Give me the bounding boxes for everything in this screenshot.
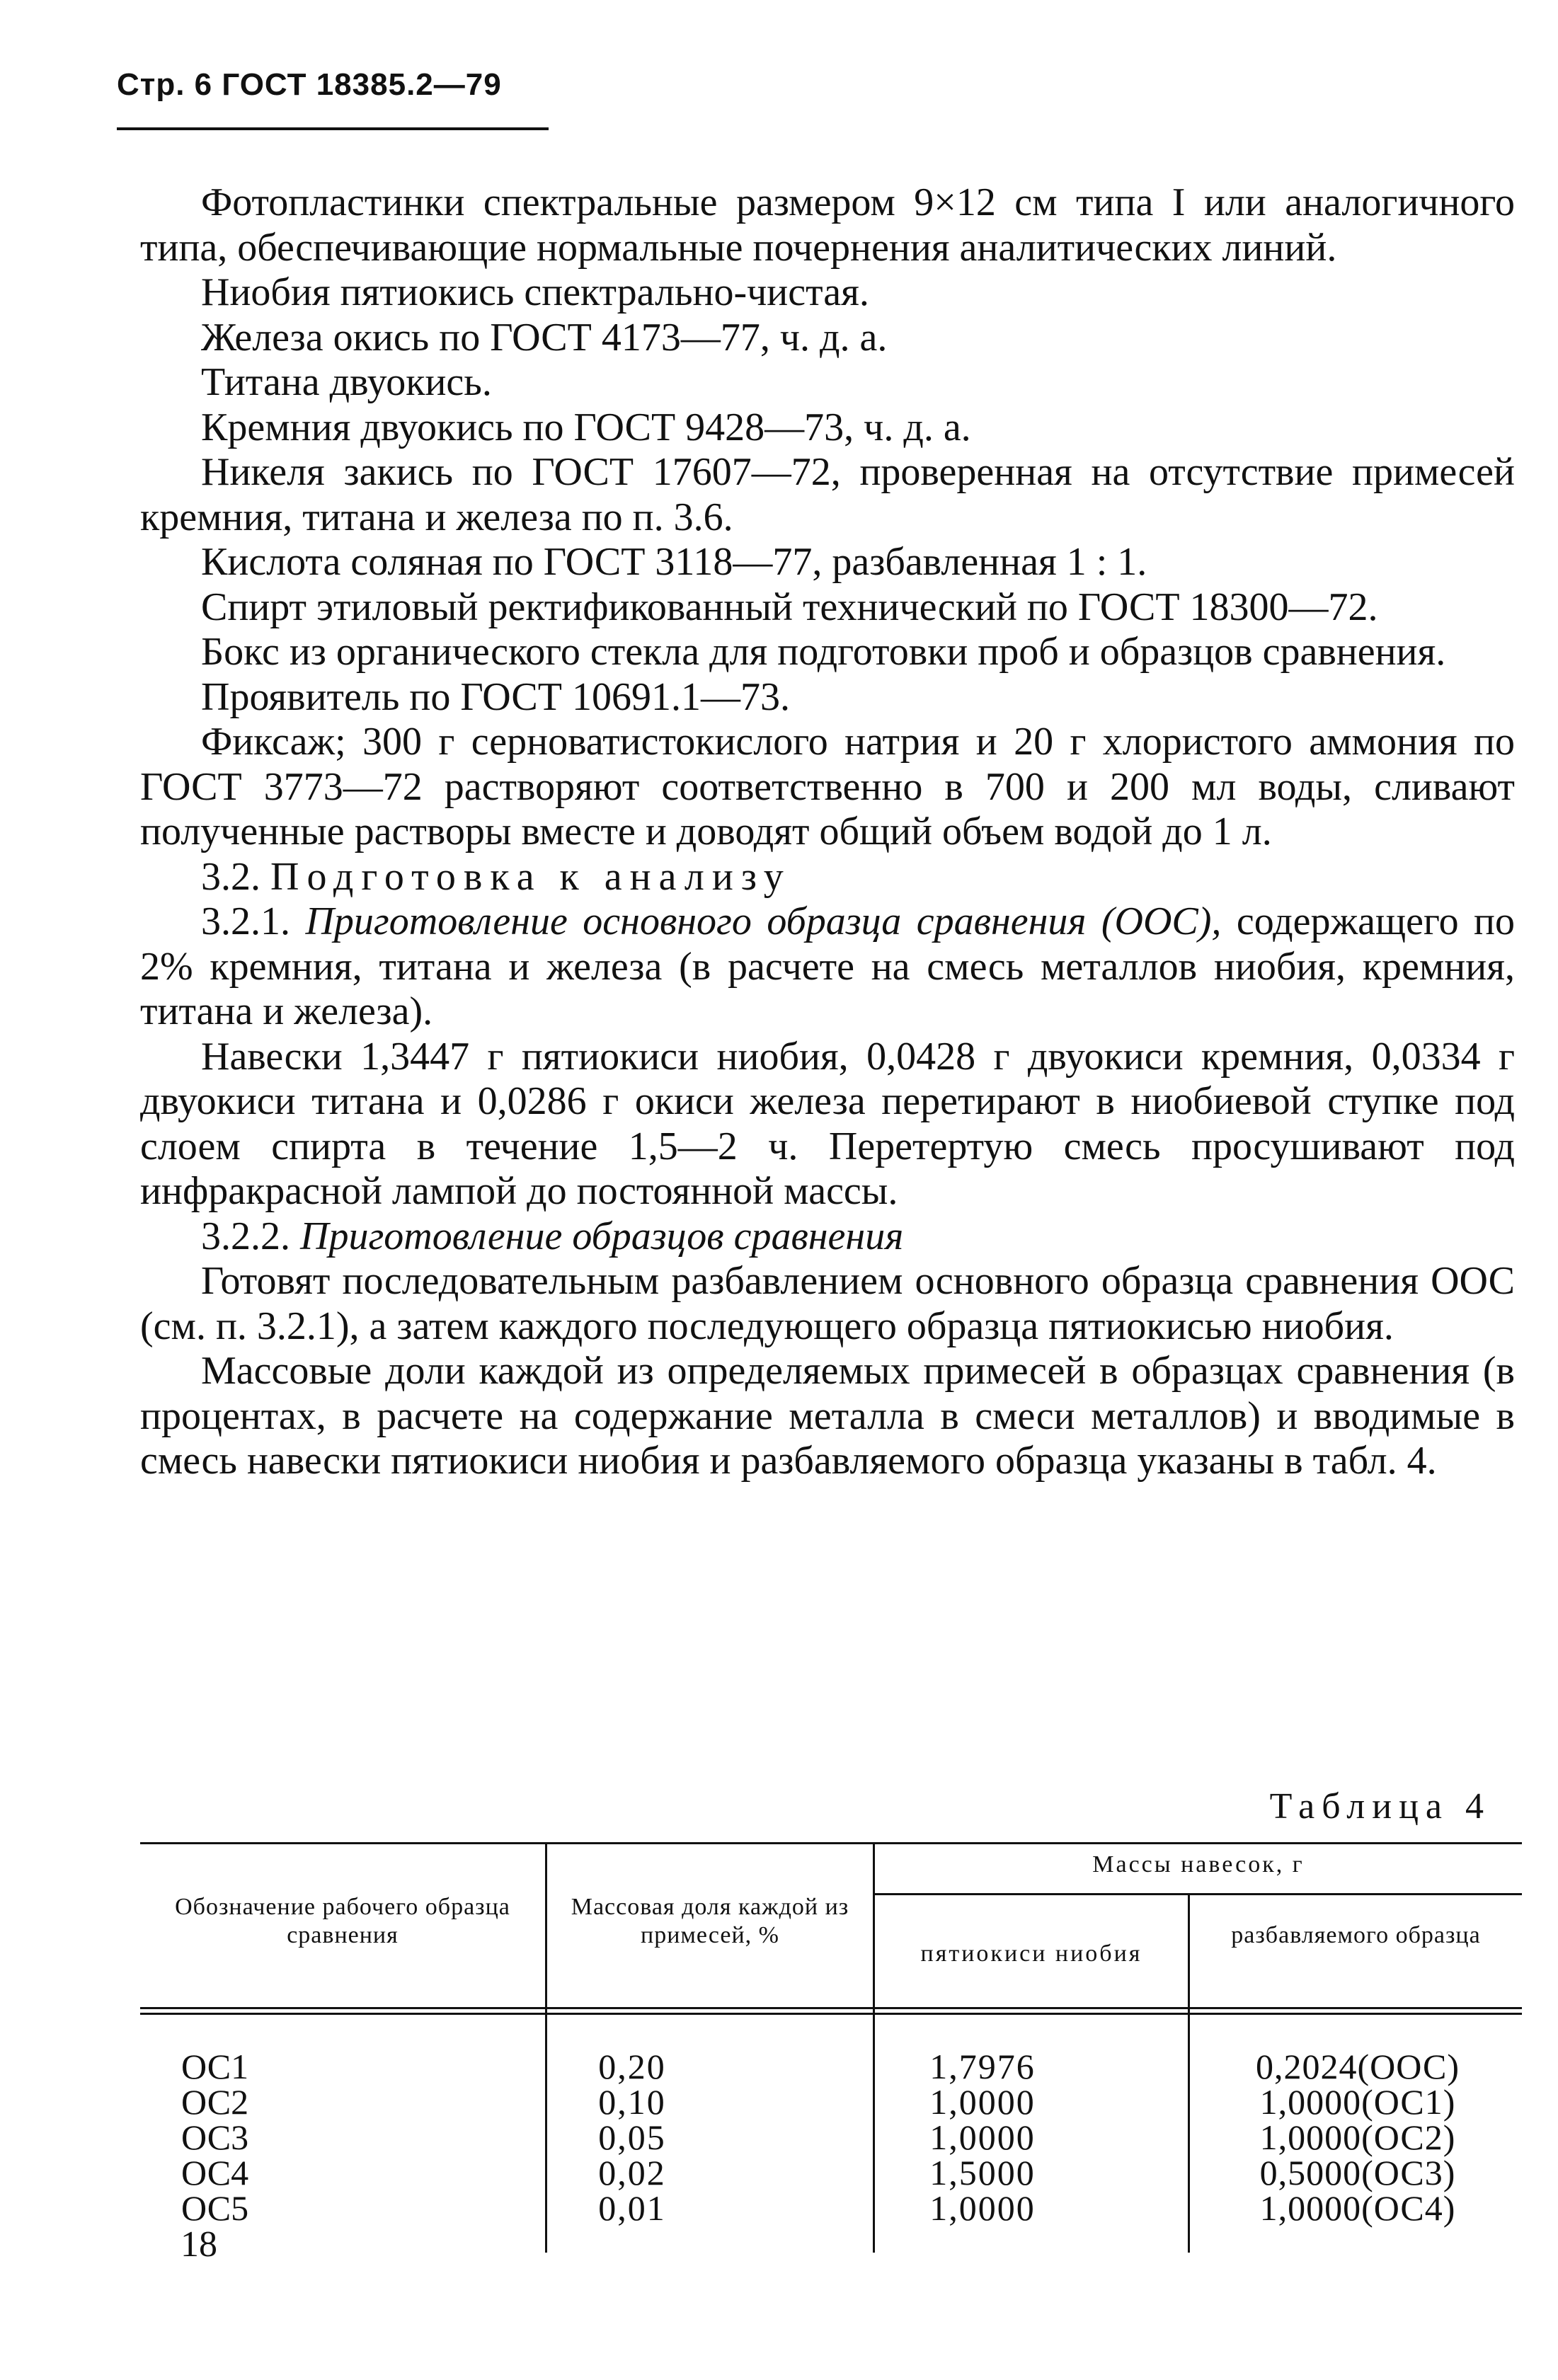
column-designation <box>181 2049 394 2226</box>
table-cell: 1,0000(ОС4) <box>1259 2188 1456 2228</box>
column-mass-fraction <box>508 2049 756 2226</box>
paragraph-mass-fractions: Массовые доли каждой из определяемых примесей в образцах сравнения (в процентах, в расчете на содержание металла в смеси металлов) и вводимые в смесь навески пятиокиси ниобия и разбавляемого образца указаны в табл. 4. <box>140 1349 1515 1483</box>
header-diluted-sample: разбавляемого образца <box>1231 1922 1481 1948</box>
paragraph-weighing: Навески 1,3447 г пятиокиси ниобия, 0,0428 г двуокиси кремния, 0,0334 г двуокиси титана и 0,0286 г окиси железа перетирают в ниобиевой ступке под слоем спирта в течение 1,5—2 ч. Перетертую смесь просушивают под инфракрасной лампой до постоянной массы. <box>140 1034 1515 1213</box>
table-4 <box>140 1842 1522 2253</box>
section-3-2-1-text: содержащего по 2% кремния, титана и железа (в расчете на смесь металлов ниобия, кремния, титана и железа). <box>140 899 1516 1033</box>
paragraph-glovebox: Бокс из органического стекла для подготовки проб и образцов сравнения. <box>201 630 1446 674</box>
table-cell: 0,2024(ООС) <box>1256 2047 1460 2086</box>
table-group-rule <box>873 1893 1522 1895</box>
header-designation: Обозначение рабочего образца сравнения <box>175 1894 510 1948</box>
table-cell: 1,5000 <box>929 2153 1036 2192</box>
section-3-2-heading <box>140 855 1515 900</box>
paragraph-hydrochloric-acid: Кислота соляная по ГОСТ 3118—77, разбавленная 1 : 1. <box>201 540 1147 584</box>
table-cell: 1,0000 <box>929 2188 1036 2228</box>
table-cell: 0,5000(ОС3) <box>1259 2153 1456 2192</box>
page-number: 18 <box>181 2224 217 2265</box>
section-3-2-number: 3.2. <box>201 854 260 899</box>
section-3-2-1-heading <box>140 899 1515 1035</box>
table-caption: Таблица 4 <box>1269 1786 1491 1827</box>
table-cell: ОС1 <box>181 2047 249 2086</box>
header-niobium-pentoxide: пятиокиси ниобия <box>920 1941 1142 1967</box>
table-cell: 0,01 <box>598 2188 666 2228</box>
header-mass-fraction: Массовая доля каждой из примесей, % <box>571 1894 849 1948</box>
table-cell: ОС3 <box>181 2117 249 2157</box>
column-diluted-sample <box>1195 2049 1520 2226</box>
table-cell: 0,10 <box>598 2082 666 2122</box>
paragraph-fixer: Фиксаж; 300 г серноватистокислого натрия и 20 г хлористого аммония по ГОСТ 3773—72 растворяют соответственно в 700 и 200 мл воды, сливают полученные растворы вместе и доводят общий объем водой до 1 л. <box>140 720 1515 853</box>
paragraph-dilution: Готовят последовательным разбавлением основного образца сравнения ООС (см. п. 3.2.1), а затем каждого последующего образца пятиокисью ниобия. <box>140 1259 1515 1348</box>
table-cell: 0,05 <box>598 2117 666 2157</box>
section-3-2-2-heading <box>140 1214 1515 1260</box>
section-3-2-2-number: 3.2.2. <box>201 1214 290 1258</box>
paragraph-titanium-dioxide: Титана двуокись. <box>201 360 492 404</box>
page-header: Стр. 6 ГОСТ 18385.2—79 <box>117 67 502 102</box>
paragraph-iron-oxide: Железа окись по ГОСТ 4173—77, ч. д. а. <box>201 315 888 360</box>
column-niobium-pentoxide <box>820 2049 1145 2226</box>
paragraph-niobium-pentoxide: Ниобия пятиокись спектрально-чистая. <box>201 270 869 314</box>
table-cell: 1,0000(ОС2) <box>1259 2117 1456 2157</box>
table-cell: ОС4 <box>181 2153 249 2192</box>
header-sample-masses: Массы навесок, г <box>1092 1851 1305 1878</box>
section-3-2-1-number: 3.2.1. <box>201 899 290 943</box>
document-body <box>140 180 1515 1484</box>
table-cell: ОС5 <box>181 2188 249 2228</box>
paragraph-ethyl-alcohol: Спирт этиловый ректификованный технический по ГОСТ 18300—72. <box>201 585 1378 629</box>
table-cell: 0,02 <box>598 2153 666 2192</box>
paragraph-nickel-oxide: Никеля закись по ГОСТ 17607—72, проверенная на отсутствие примесей кремния, титана и железа по п. 3.6. <box>140 450 1515 539</box>
header-rule <box>117 127 549 130</box>
table-cell: 1,0000(ОС1) <box>1259 2082 1456 2122</box>
table-header-rule-2 <box>140 2013 1522 2015</box>
paragraph-silicon-dioxide: Кремния двуокись по ГОСТ 9428—73, ч. д. а. <box>201 405 971 449</box>
table-cell: ОС2 <box>181 2082 249 2122</box>
section-3-2-1-title: Приготовление основного образца сравнения (ООС), <box>305 899 1222 943</box>
paragraph-developer: Проявитель по ГОСТ 10691.1—73. <box>201 674 790 719</box>
section-3-2-title: Подготовка к анализу <box>270 854 791 899</box>
paragraph-photoplates: Фотопластинки спектральные размером 9×12 см типа I или аналогичного типа, обеспечивающие нормальные почернения аналитических линий. <box>140 180 1515 270</box>
table-cell: 0,20 <box>598 2047 666 2086</box>
table-cell: 1,0000 <box>929 2082 1036 2122</box>
table-header-rule-1 <box>140 2007 1522 2009</box>
table-top-rule <box>140 1842 1522 1844</box>
table-cell: 1,0000 <box>929 2117 1036 2157</box>
table-cell: 1,7976 <box>929 2047 1036 2086</box>
section-3-2-2-title: Приготовление образцов сравнения <box>300 1214 904 1258</box>
